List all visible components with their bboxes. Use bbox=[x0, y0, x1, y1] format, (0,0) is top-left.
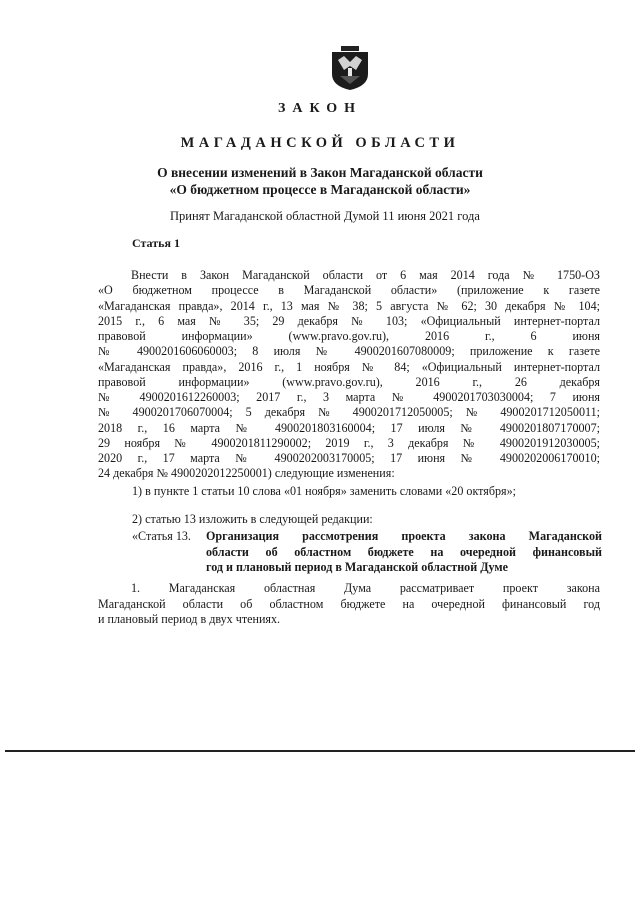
body-line: 24 декабря № 4900202012250001) следующие изменения: bbox=[98, 466, 395, 481]
body-line: правовой информации» (www.pravo.gov.ru), 2016 г., 6 июня bbox=[98, 329, 600, 343]
body-line: «О бюджетном процессе в Магаданской области» (приложение к газете bbox=[98, 283, 600, 298]
subject-line: О внесении изменений в Закон Магаданской области bbox=[157, 165, 483, 180]
amendment-item-2: 2) статью 13 изложить в следующей редакции: bbox=[132, 512, 373, 526]
adoption-line: Принят Магаданской областной Думой 11 июня 2021 года bbox=[170, 209, 480, 223]
paragraph-line: и плановый период в двух чтениях. bbox=[98, 612, 281, 626]
article-13-label: «Статья 13. bbox=[132, 529, 191, 543]
title-line: год и плановый период в Магаданской областной Думе bbox=[206, 560, 509, 574]
amendment-item-1: 1) в пункте 1 статьи 10 слова «01 ноября» заменить словами «20 октября»; bbox=[132, 484, 517, 498]
body-line: «Магаданская правда», 2014 г., 13 мая № 38; 5 августа № 62; 30 декабря № 104; bbox=[98, 298, 600, 313]
title-line: области об областном бюджете на очередной финансовый bbox=[206, 544, 602, 559]
body-line: 2015 г., 6 мая № 35; 29 декабря № 103; «Официальный интернет-портал bbox=[98, 313, 600, 328]
paragraph-line: Магаданской области об областном бюджете на очередной финансовый год bbox=[98, 596, 600, 611]
article-13-paragraph-1 bbox=[98, 581, 600, 628]
law-subject bbox=[0, 164, 640, 198]
body-line: № 4900201612260003; 2017 г., 3 марта № 4900201703030004; 7 июня bbox=[98, 390, 600, 404]
body-line: № 4900201706070004; 5 декабря № 4900201712050005; № 4900201712050011; bbox=[98, 405, 600, 420]
paragraph-line: 1. Магаданская областная Дума рассматривает проект закона bbox=[131, 581, 600, 595]
coat-of-arms-emblem bbox=[330, 46, 370, 90]
region-title: МАГАДАНСКОЙ ОБЛАСТИ bbox=[180, 135, 460, 151]
article-13-title bbox=[206, 529, 602, 576]
body-line: «Магаданская правда», 2016 г., 1 ноября № 84; «Официальный интернет-портал bbox=[98, 359, 600, 374]
law-title: ЗАКОН bbox=[277, 101, 363, 116]
article-body bbox=[98, 268, 600, 482]
subject-line: «О бюджетном процессе в Магаданской области» bbox=[169, 182, 471, 197]
body-line: № 4900201606060003; 8 июля № 4900201607080009; приложение к газете bbox=[98, 344, 600, 359]
body-line: 29 ноября № 4900201811290002; 2019 г., 3 декабря № 4900201912030005; bbox=[98, 435, 600, 450]
body-line: Внести в Закон Магаданской области от 6 мая 2014 года № 1750-ОЗ bbox=[131, 268, 600, 282]
body-line: правовой информации» (www.pravo.gov.ru), 2016 г., 26 декабря bbox=[98, 374, 600, 389]
article-heading: Статья 1 bbox=[132, 236, 180, 250]
page-divider bbox=[5, 750, 635, 752]
body-line: 2020 г., 17 марта № 4900202003170005; 17 июня № 4900202006170010; bbox=[98, 451, 600, 465]
title-line: Организация рассмотрения проекта закона Магаданской bbox=[206, 529, 602, 543]
body-line: 2018 г., 16 марта № 4900201803160004; 17 июля № 4900201807170007; bbox=[98, 420, 600, 435]
